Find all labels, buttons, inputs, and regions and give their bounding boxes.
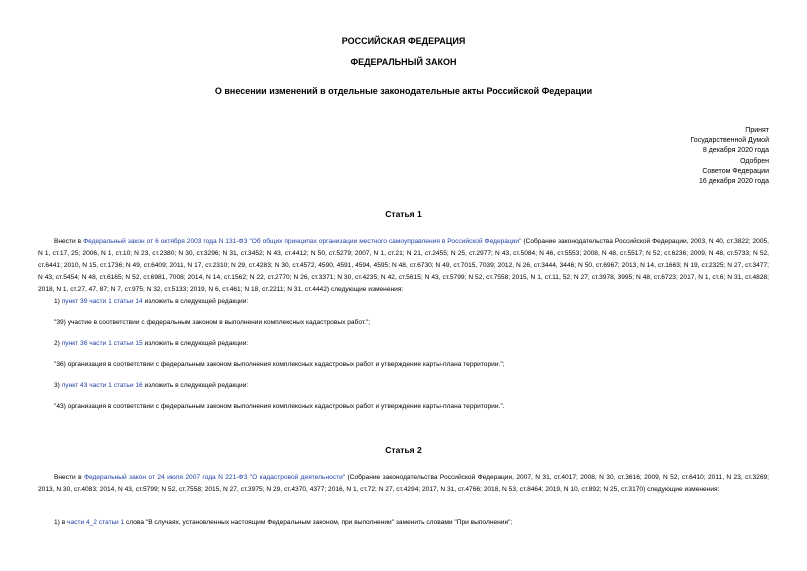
amendment-quote-3: "43) организация в соответствии с федеральным законом выполнения комплексных кадастровых работ и утверждение карты-плана территории.". (54, 403, 505, 410)
intro-prefix: Внести в (54, 238, 84, 245)
council-date: 16 декабря 2020 года (698, 178, 769, 186)
item-num: 2) (54, 340, 62, 347)
amendment-item-1 (54, 297, 769, 307)
article-2-heading: Статья 2 (385, 445, 422, 455)
intro-citations: (Собрание законодательства Российской Федерации, 2003, N 40, ст.3822; 2005, N 1, ст.17, 25; 2006, N 1, ст.10; N 23, ст.2380; N 30, ст.3296; N 31, ст.3452; N 43, ст.4412; N 50, ст.5279; 2007, N 1, ст.21; N 21, ст.2455; N 25, ст.2977; N 43, ст.5084; N 46, ст.5553; 2008, N 48, ст.5517; N 52, ст.6236; 2009, N 48, ст.5733; N 52, ст.6441; 2010, N 15, ст.1736; N 49, ст.6409; 2011, N 17, ст.2310; N 29, ст.4283; N 30, ст.4572, 4590, 4591, 4594, 4595; N 48, ст.6730; N 49, ст.7015, 7039; 2012, N 26, ст.3444, 3446; N 50, ст.6967; 2013, N 14, ст.1663; N 19, ст.2325; N 27, ст.3477; N 43, ст.5454; N 48, ст.6165; N 52, ст.6981, 7008; 2014, N 14, ст.1562; N 22, ст.2770; N 26, ст.3371; N 30, ст.4235; N 42, ст.5615; N 43, ст.5799; N 52, ст.7558; 2015, N 1, ст.11, 52; N 27, ст.3978, 3995; N 48, ст.6723; 2017, N 1, ст.6; N 31, ст.4828; 2018, N 1, ст.27, 47, 87; N 7, ст.975; N 32, ст.5133; 2019, N 6, ст.461; N 18, ст.2211; N 31, ст.4442) следующие изменения: (38, 238, 770, 294)
duma-label: Государственной Думой (690, 137, 769, 145)
federation-heading: РОССИЙСКАЯ ФЕДЕРАЦИЯ (341, 36, 466, 46)
law-type-heading: ФЕДЕРАЛЬНЫЙ ЗАКОН (350, 57, 457, 67)
item-text: изложить в следующей редакции: (142, 298, 249, 305)
duma-date: 8 декабря 2020 года (702, 147, 769, 155)
article-2-intro (38, 472, 769, 496)
intro-prefix: Внести в (54, 474, 84, 481)
law-131-link[interactable]: Федеральный закон от 6 октября 2003 года N 131-ФЗ "Об общих принципах организации местного самоуправления в Российской Федерации" (83, 238, 522, 245)
item-2-link[interactable]: пункт 36 части 1 статьи 15 (61, 340, 143, 347)
item-num: 1) (54, 298, 62, 305)
approved-label: Одобрен (740, 157, 769, 165)
article-2-item-1 (54, 518, 769, 528)
accepted-label: Принят (745, 127, 769, 134)
item-3-link[interactable]: пункт 43 части 1 статьи 16 (61, 382, 143, 389)
law-title: О внесении изменений в отдельные законодательные акты Российской Федерации (214, 86, 593, 96)
law-221-link[interactable]: Федеральный закон от 24 июля 2007 года N 221-ФЗ "О кадастровой деятельности" (83, 474, 346, 481)
adoption-block (569, 126, 769, 187)
intro-citations: (Собрание законодательства Российской Федерации, 2007, N 31, ст.4017; 2008, N 30, ст.3616; 2009, N 52, ст.6410; 2011, N 23, ст.3269; 2013, N 30, ст.4083; 2014, N 43, ст.5799; N 52, ст.7558; 2015, N 27, ст.3975; N 29, ст.4370, 4377; 2016, N 1, ст.72; N 27, ст.4294; 2017, N 31, ст.4766; 2018, N 53, ст.8464; 2019, N 10, ст.892; N 25, ст.3170) следующие изменения: (38, 474, 770, 494)
part-4-2-link[interactable]: части 4_2 статьи 1 (67, 519, 125, 526)
article-1-intro (38, 236, 769, 296)
amendment-quote-2: "36) организация в соответствии с федеральным законом выполнения комплексных кадастровых работ и утверждение карты-плана территории."; (54, 361, 505, 368)
item-num: 3) (54, 382, 62, 389)
item-text: изложить в следующей редакции: (142, 340, 249, 347)
amendment-item-2 (54, 339, 769, 349)
amendment-quote-1: "39) участие в соответствии с федеральным законом в выполнении комплексных кадастровых работ."; (54, 319, 371, 326)
amendment-item-3 (54, 381, 769, 391)
article-1-heading: Статья 1 (385, 209, 422, 219)
council-label: Советом Федерации (702, 167, 769, 175)
item-text: изложить в следующей редакции: (142, 382, 249, 389)
item-num: 1) в (54, 519, 68, 526)
item-1-link[interactable]: пункт 39 части 1 статьи 14 (61, 298, 143, 305)
item-text: слова "В случаях, установленных настоящим Федеральным законом, при выполнении" заменить словами "При выполнении"; (124, 519, 513, 526)
